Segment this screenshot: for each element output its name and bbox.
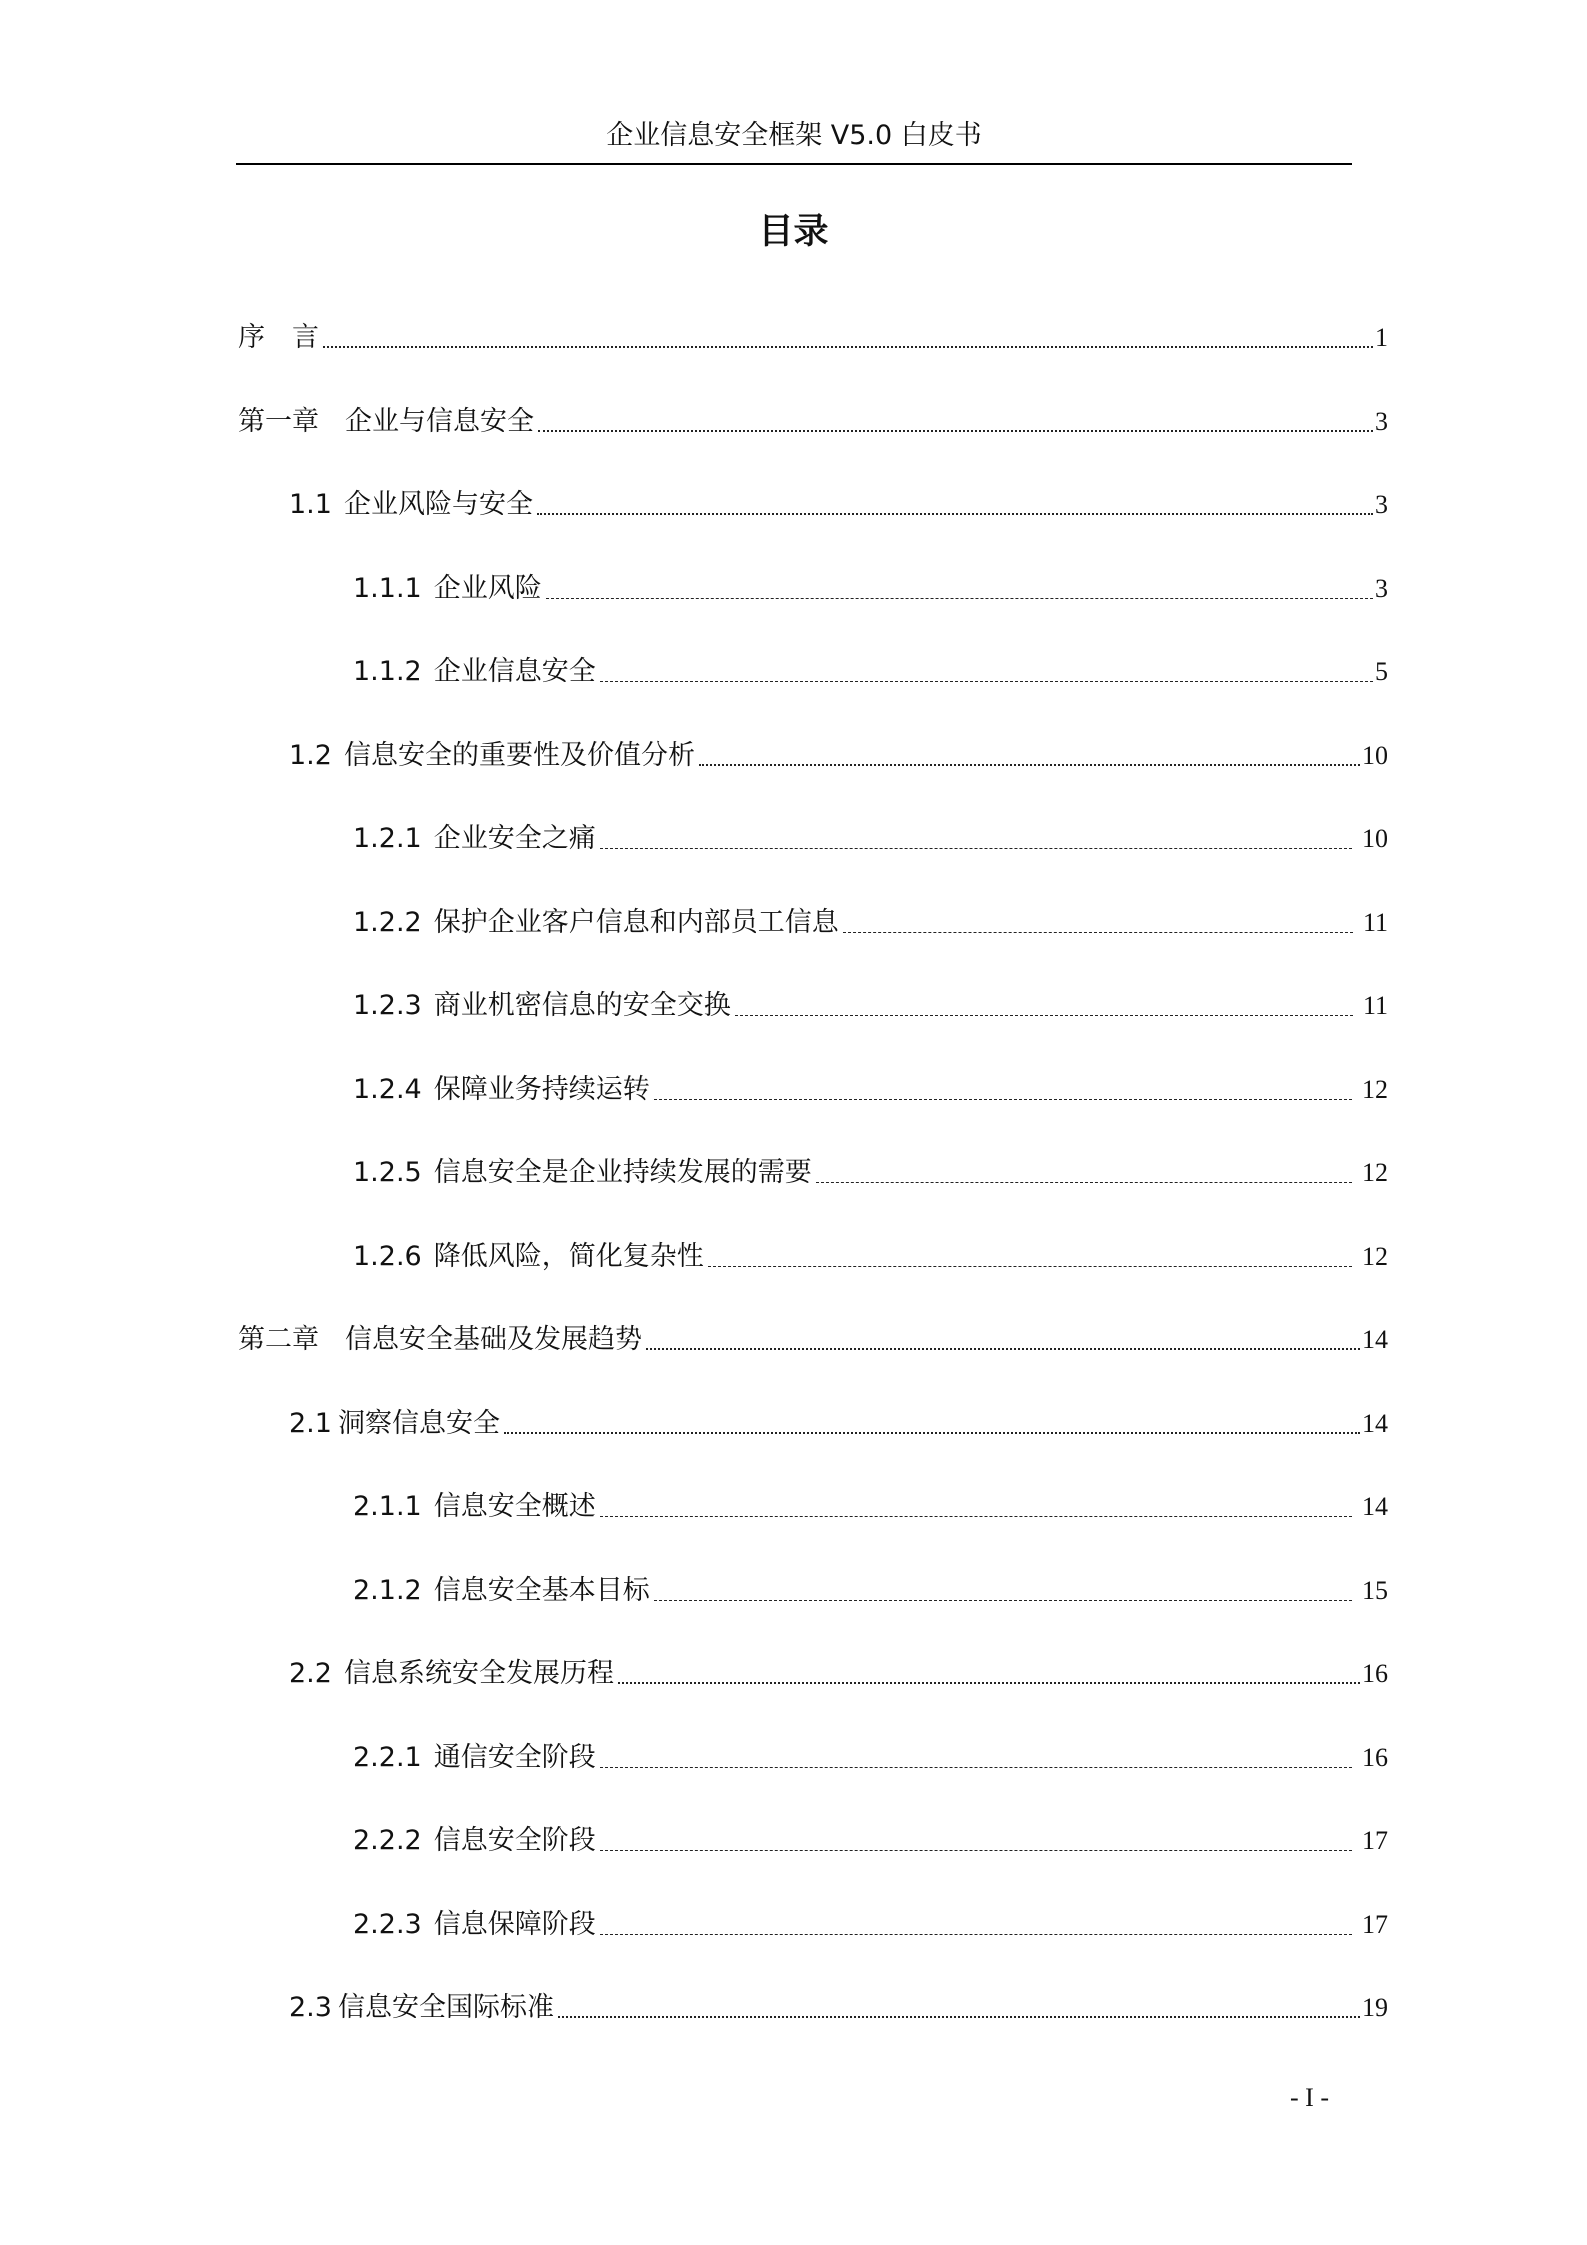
toc-entry-label-group: [289, 487, 533, 523]
toc-entry[interactable]: [0, 736, 1587, 776]
toc-leader: [600, 848, 1352, 849]
toc-entry-title: 商业机密信息的安全交换: [433, 990, 731, 1021]
toc-entry[interactable]: [0, 1487, 1587, 1527]
toc-entry-number: 1.2.3: [353, 990, 422, 1021]
toc-leader: [323, 346, 1373, 348]
toc-entry-title: 企业风险与安全: [343, 489, 533, 520]
toc-entry-title: 信息安全基础及发展趋势: [345, 1324, 642, 1355]
toc-entry[interactable]: [0, 485, 1587, 525]
toc-entry-number: 1.1: [289, 489, 332, 520]
toc-entry-title: 保护企业客户信息和内部员工信息: [433, 906, 839, 938]
toc-entry-label-group: [238, 320, 319, 356]
toc-entry[interactable]: [0, 1571, 1587, 1611]
toc-entry-title: 信息安全概述: [433, 1491, 596, 1522]
toc-entry[interactable]: [0, 903, 1587, 943]
toc-entry-label-group: [353, 1907, 596, 1943]
toc-entry[interactable]: [0, 1404, 1587, 1444]
toc-entry[interactable]: [0, 986, 1587, 1026]
toc-entry[interactable]: [0, 652, 1587, 692]
toc-entry-label-group: [238, 404, 534, 440]
toc-entry[interactable]: [0, 1821, 1587, 1861]
toc-entry-page: 14: [1362, 1408, 1388, 1438]
toc-entry-number: 2.2.1: [353, 1741, 422, 1773]
toc-entry-title: 信息安全的重要性及价值分析: [343, 739, 695, 771]
page-number: - I -: [1290, 2083, 1329, 2112]
toc-leader: [600, 1850, 1352, 1851]
toc-entry-label-group: [353, 905, 839, 941]
toc-leader: [546, 598, 1373, 599]
toc-entry-page: 12: [1362, 1241, 1388, 1271]
toc-entry[interactable]: [0, 1654, 1587, 1694]
toc-leader: [654, 1099, 1352, 1100]
toc-entry-title: 信息安全基本目标: [433, 1574, 650, 1606]
toc-entry-page: 14: [1362, 1325, 1388, 1354]
toc-entry-title: 保障业务持续运转: [433, 1073, 650, 1105]
toc-leader: [654, 1600, 1352, 1601]
toc-entry-label-group: [289, 1656, 614, 1692]
toc-entry-page: 10: [1362, 824, 1388, 853]
toc-entry[interactable]: [0, 402, 1587, 442]
toc-entry-number: 1.2.6: [353, 1240, 422, 1272]
toc-leader: [708, 1266, 1352, 1267]
toc-entry-title: 信息保障阶段: [433, 1908, 596, 1940]
toc-leader: [600, 681, 1373, 682]
toc-entry[interactable]: [0, 1738, 1587, 1778]
toc-entry-number: 1.2.4: [353, 1073, 422, 1105]
toc-entry-number: 2.2: [289, 1658, 332, 1689]
toc-leader: [843, 932, 1353, 933]
toc-entry-page: 11: [1362, 907, 1388, 937]
toc-entry-label-group: [289, 1406, 500, 1442]
toc-entry-number: 1.1.2: [353, 656, 422, 687]
toc-entry[interactable]: [0, 1070, 1587, 1110]
toc-leader: [816, 1182, 1352, 1183]
toc-entry-title: 信息安全是企业持续发展的需要: [433, 1157, 812, 1188]
toc-entry-title: 企业安全之痛: [433, 823, 596, 854]
toc-entry-label-group: [353, 821, 596, 857]
toc-entry-page: 10: [1362, 740, 1388, 770]
toc-entry-number: 1.2: [289, 739, 332, 771]
toc-entry-number: 2.2.2: [353, 1825, 422, 1856]
toc-entry-page: 19: [1362, 1993, 1388, 2022]
toc-leader: [600, 1934, 1352, 1935]
toc-entry-page: 5: [1375, 657, 1388, 686]
toc-entry-number: 2.1.1: [353, 1491, 422, 1522]
toc-entry-page: 14: [1362, 1492, 1388, 1521]
toc-entry-number: 1.2.5: [353, 1157, 422, 1188]
toc-entry-number: 2.1: [289, 1407, 332, 1439]
toc-entry-page: 3: [1375, 573, 1388, 603]
toc-entry-title: 序 言: [238, 322, 319, 353]
toc-entry[interactable]: [0, 318, 1587, 358]
toc-leader: [600, 1516, 1352, 1517]
toc-entry-page: 1: [1375, 323, 1388, 352]
toc-entry-page: 3: [1375, 406, 1388, 436]
toc-entry-title: 降低风险，简化复杂性: [433, 1240, 704, 1272]
toc-entry-number: 1.1.1: [353, 572, 422, 604]
toc-entry-title: 企业信息安全: [433, 656, 596, 687]
toc-entry-label-group: [353, 571, 542, 607]
toc-entry-number: 1.2.2: [353, 906, 422, 938]
toc-leader: [699, 764, 1360, 766]
toc-entry-label-group: [289, 738, 695, 774]
toc-entry-label-group: [353, 654, 596, 690]
toc-entry-number: 2.1.2: [353, 1574, 422, 1606]
toc-entry[interactable]: [0, 1320, 1587, 1360]
toc-entry-label-group: [238, 1322, 642, 1358]
toc-entry-number: 1.2.1: [353, 823, 422, 854]
toc-entry-page: 12: [1362, 1158, 1388, 1187]
toc-entry-label-group: [353, 1823, 596, 1859]
toc-entry-title: 企业与信息安全: [345, 405, 534, 437]
toc-entry[interactable]: [0, 1153, 1587, 1193]
toc-entry[interactable]: [0, 1988, 1587, 2028]
toc-entry-page: 16: [1362, 1659, 1388, 1688]
toc-leader: [558, 2016, 1360, 2018]
toc-leader: [504, 1432, 1360, 1434]
toc-entry-page: 11: [1362, 991, 1388, 1020]
toc-entry-number: 2.3: [289, 1992, 332, 2023]
running-header: 企业信息安全框架 V5.0 白皮书: [606, 120, 982, 151]
toc-entry-label-group: [353, 1489, 596, 1525]
toc-entry[interactable]: [0, 1237, 1587, 1277]
header-divider: [236, 163, 1352, 165]
toc-entry-page: 15: [1362, 1575, 1388, 1605]
toc-entry-title: 通信安全阶段: [433, 1741, 596, 1773]
toc-entry-label-group: [353, 988, 731, 1024]
toc-entry-label-group: [353, 1239, 704, 1275]
toc-entry-title: 企业风险: [433, 572, 542, 604]
toc-entry[interactable]: [0, 569, 1587, 609]
toc-entry-number: 2.2.3: [353, 1908, 422, 1940]
toc-entry-page: 16: [1362, 1742, 1388, 1772]
toc-entry-page: 12: [1362, 1074, 1388, 1104]
toc-entry[interactable]: [0, 819, 1587, 859]
toc-entry-title: 信息安全阶段: [433, 1825, 596, 1856]
toc-entry-label-group: [353, 1740, 596, 1776]
toc-leader: [600, 1767, 1352, 1768]
toc-leader: [618, 1682, 1360, 1684]
toc-entry-title: 洞察信息安全: [337, 1407, 500, 1439]
toc-leader: [735, 1015, 1353, 1016]
toc-entry-title: 信息安全国际标准: [337, 1992, 554, 2023]
toc-entry-page: 17: [1362, 1826, 1388, 1855]
toc-leader: [646, 1348, 1360, 1350]
page-title: 目录: [758, 212, 829, 252]
toc-entry-label-group: [353, 1155, 812, 1191]
toc-entry-title: 信息系统安全发展历程: [343, 1658, 614, 1689]
toc-entry-label-group: [353, 1573, 650, 1609]
toc-entry-number: 第二章: [238, 1324, 319, 1355]
toc-entry-page: 17: [1362, 1909, 1388, 1939]
toc-entry-label-group: [289, 1990, 554, 2026]
toc-entry-label-group: [353, 1072, 650, 1108]
toc-leader: [537, 513, 1373, 515]
toc-leader: [538, 430, 1373, 432]
toc-entry[interactable]: [0, 1905, 1587, 1945]
toc-entry-page: 3: [1375, 490, 1388, 519]
toc-entry-number: 第一章: [238, 405, 319, 437]
